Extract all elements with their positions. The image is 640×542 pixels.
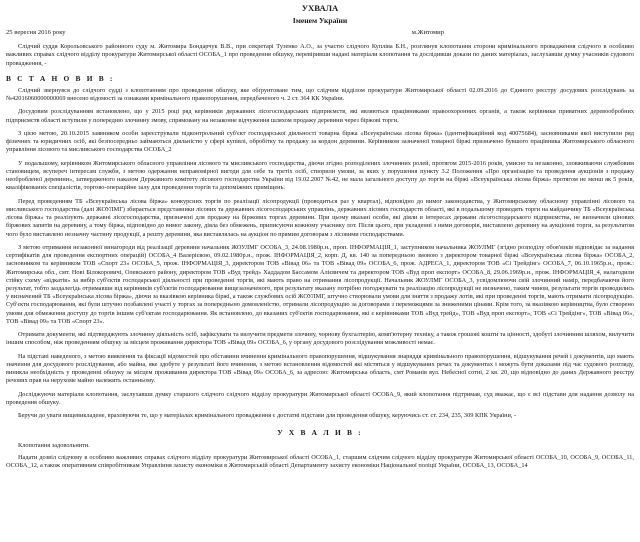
document-title: УХВАЛА	[301, 3, 339, 13]
paragraph-7: Отримати документи, які підтверджують злочинну діяльність осіб, зафіксувати та вилучити предмети злочину, чорнову бухгалтерію, комп'ютерну техніку, а також грошові кошти та цінності, здобуті злочинним шляхом, вилучити іншим способом, ніж проведенням обшуку за місцем проживання директора ТОВ «Вівад 09» ОСОБА_6, у органу досудового розслідування можливості немає.	[6, 331, 634, 347]
ruling-city: м.Житомир	[411, 29, 444, 36]
ruling-text: Надати дозвіл слідчому в особливо важливих справах слідчого відділу прокуратури Житомирської області ОСОБА_1, старшим слідчим слідчого відділу прокуратури Житомирської області ОСОБА_10, ОСОБА_9, ОСОБА_11, ОСОБА_12, а також оперативним співробітникам Управління захисту економіки в Житомирській області Департаменту захисту економіки Національної поліції України, ОСОБА_13, ОСОБА_14	[6, 453, 634, 469]
paragraph-5: Перед проведенням ТБ «Всеукраїнська лісова біржа» конкурсних торгів по реалізації лісопродукції (проводиться раз у квартал), відповідно до вимог законодавства, у Житомирському обласному управлінні лісового та мисливського господарства (далі ЖОУЛМГ) збирається представники лісових та державних лісогосподарських управлінь, державних лісових господарств області, які в подальшому проводять торги на майданчику ТБ «Всеукраїнська лісова біржа» та реалізують державні лісогосподарства, призначені для продажу на біржових торгах деревини. При цьому вказані особи, які діяли в інтересах держави лісогосподарського підприємства, не визначили цінових біржових запитів на деревину, а тому біржа, відповідно до вимог закону, діяла без обмежень, приписуючи кожному учаснику лот. Після цього, при укладенні з ними договорів, виставлено деревину на аукціонні торги, за результатом чого було виставлено незначну частину продукції, а решту деревини, яка виставлялась на аукціон по прямим договорам з лісовими господарствами.	[6, 197, 634, 238]
heading-decided: У Х В А Л И В :	[277, 427, 363, 437]
paragraph-10: Беручи до уваги вищевикладене, враховуючи те, що у матеріалах кримінального провадження є достатні підстави для проведення обшуку, керуючись ст. ст. 234, 235, 309 КПК України, -	[18, 412, 517, 420]
intro-paragraph: Слідчий суддя Корольовського районного суду м. Житомира Бондарчук В.В., при секретарі Тузенко А.О., за участю слідчого Купліва Б.Н., розглянув клопотання сторони кримінального провадження слідчого в особливо важливих справах слідчого відділу прокуратури Житомирської області ОСОБА_1 про проведення обшуку, перевіривши надані матеріали клопотання та дослідивши докази по даних матеріалах, заслухавши думку учасників судового провадження, -	[6, 43, 634, 67]
paragraph-4: У подальшому, керівником Житомирського обласного управління лісового та мисливського господарства, діючи згідно розподілених злочинних ролей, протягом 2015-2016 років, умисно та незаконно, зловживаючи службовим становищем, всупереч інтересам служби, з метою одержання неправомірної вигоди для себе та третіх осіб, створили умови, за яких у порушення пункту 3.2 Положення «Про організацію та проведення аукціонів з продажу необробленої деревини», затвердженого наказом Державного комітету лісового господарства України від 19.02.2007 №42, не мала загального доступу до торгів на біржі «Всеукраїнська лісова біржа» протягом не менш як 5 років, кваліфікованих спеціалістів, торгово-операційне залу для проведення торгів та допоміжних приміщень.	[6, 159, 634, 192]
paragraph-8: На підставі наведеного, з метою виявлення та фіксації відомостей про обставини вчинення кримінального правопорушення, відшукування знаряддя кримінального правопорушення, відшукування речей і документів, що мають значення для досудового розслідування, або майна, яке здобуте у результаті його вчинення, з метою встановлення відомостей які містяться у відшукуваних речах та документах і можуть бути доказами під час судового розгляду, виникла необхідність у проведенні обшуку за місцем проживання директора ТОВ «Вівад 09» ОСОБА_6, за адресою: Житомирська область, смт Романів вул. Небесної сотні, 2 кв. 20, що відповідно до даних Державного реєстру речових прав на нерухоме майно належить останньому.	[6, 352, 634, 385]
paragraph-2: Досудовим розслідуванням встановлено, що у 2015 році ряд керівників державних лісогосподарських підприємств, які являються працівниками правоохоронних органів, а також керівники приватних деревообробних підприємств області вступили у попередню злочинну змову, спрямовану на незаконне відчуження шляхом продажу деревини через біржові торги.	[6, 108, 634, 124]
paragraph-6: З метою отримання незаконної винагороди від реалізації деревини начальник ЖОУЛМГ ОСОБА_3, 24.08.1980р.н., проп. ІНФОРМАЦІЯ_1, заступником начальника ЖОУЛМГ (згідно розподілу обов'язків відповідає за надання сертифікатів для проведення експортних операцій) ОСОБА_4 Валерієвою, 09.02.1980р.н., прож. ІНФОРМАЦІЯ_2, корп. Д, кв. 140 за попередньою змовою з директором товарної біржі «Всеукраїнська лісова біржа» ОСОБА_2, засновником та керівником ТОВ «Спорт 23» ОСОБА_5, прож. ІНФОРМАЦІЯ_3, директором ТОВ «Вівад 06» та ТОВ «Вівад 09» ОСОБА_6, прож. АДРЕСА_1, директором ТОВ «Сі Трейдінг» ОСОБА_7, 06.10.1965р.н., прож.: Житомирська обл., смт. Нові Білокоровичі, Олевського району, директором ТОВ «Вуд трейд» Хаддадом Бассамом Алієвичем та директором ТОВ «Вуд проп експорт» ОСОБА_8, 29.06.1969р.н., прож. ІНФОРМАЦІЯ_4, налагодили стійку схему «відкатів» за вибір суб'єктів господарської діяльності при проведенні торгів, які мають право на отримання лісопродукції. Начальник ЖОУЛМГ ОСОБА_3, усвідомлюючи свій злочинний намір, передбачаючи його результат, тобто заздалегідь отримавши від керівників суб'єктів господарювання вищезазначеного, при результату вказану потрібно погоджувати та реалізацію лісопродукції не визначено, таким чином, результати торгів проводились у визначений ТБ «Всеукраїнська лісова біржа», діючи за вказівкою керівника біржі, а також службових осіб ЖОУЛМГ, штучно створювали умови для зняття з продажу лотів, які при проведенні торгів, мають отримати лісопродукцію. Суб'єкти господарювання, які були штучно позбавлені участі у торгах за попередньою домовленістю, отримали лісопродукцію за договорами з переможцями за зниженими цінами. Крім того, за вказівкою керівництва, було створено умови для обмеження доступу до торгів іншим суб'єктам господарювання. Як встановлено, до вказаних суб'єктів господарювання, які є керівниками ТОВ «Вуд трейд», ТОВ «Вуд проп експорт», ТОВ «Сі Трейдінг», ТОВ «Вівад 06», ТОВ «Вівад 09» та ТОВ «Спорт 23».	[6, 243, 634, 325]
ruling-intro: Клопотання задовольнити.	[18, 441, 90, 449]
paragraph-1: Слідчий звернувся до слідчого судді з клопотанням про проведення обшуку, яке обґрунтоване тим, що слідчим відділом прокуратури Житомирської області 02.09.2016 до Єдиного реєстру досудових розслідувань за №42016060000000069 внесено відомості за ознаками кримінального правопорушення, передбаченого ч. 2 ст. 364 КК України.	[6, 86, 634, 102]
paragraph-9: Досліджуючи матеріали клопотання, заслухавши думку старшого слідчого слідчого відділу прокуратури Житомирської області ОСОБА_9, який клопотання підтримав, суд вважає, що є всі підстави для надання дозволу на проведення обшуку.	[6, 390, 634, 406]
heading-established: В С Т А Н О В И В :	[6, 73, 115, 83]
ruling-date: 25 вересня 2016 року	[6, 29, 66, 36]
date-line	[6, 28, 634, 38]
document-subtitle: Іменем України	[292, 16, 348, 25]
paragraph-3: З цією метою, 20.10.2015 заявником особи зареєстрували підконтрольний суб'єкт господарської діяльності товарна біржа «Всеукраїнська лісова біржа» (ідентифікаційний код 40075684), засновниками якої виступили ряд фізичних та юридичних осіб, які безпосередньо займаються діяльністю у сфері купівлі, обробітку та продажу за кордон деревини. Керівником зазначеної товарної біржі призначено бувшого працівника Житомирського обласного управління лісового та мисливського господарства ОСОБА_2	[6, 129, 634, 154]
